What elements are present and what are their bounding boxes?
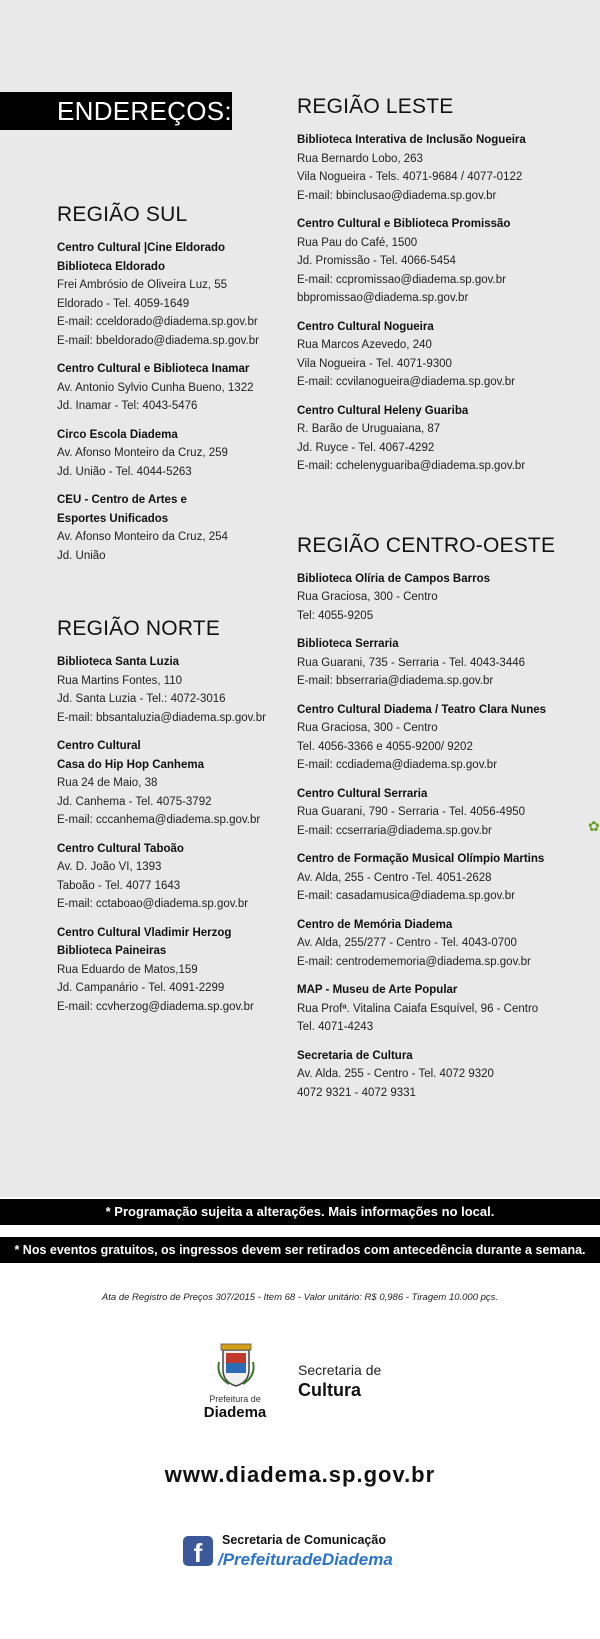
entry-title: Centro Cultural Diadema / Teatro Clara Nunes [297,703,547,716]
decorative-leaf-icon: ✿ [588,818,600,834]
entry-email[interactable]: E-mail: ccdiadema@diadema.sp.gov.br [297,759,498,771]
address-entry [297,635,597,691]
logo-block [190,1342,450,1432]
entry-email[interactable]: E-mail: cceldorado@diadema.sp.gov.br [57,316,258,328]
entry-line: Rua Martins Fontes, 110 [57,674,183,687]
entry-title: Biblioteca Serraria [297,638,399,650]
address-entry [297,318,597,392]
entry-line: Av. Alda. 255 - Centro - Tel. 4072 9320 [297,1068,494,1080]
entry-line: Vila Nogueira - Tel. 4071-9300 [297,357,452,370]
entry-title: Casa do Hip Hop Canhema [57,758,204,771]
entry-title: Centro Cultural |Cine Eldorado [57,242,226,254]
entry-title: Centro Cultural Taboão [57,842,184,855]
entry-line: Jd. Promissão - Tel. 4066-5454 [297,255,456,267]
address-entry [57,491,317,565]
entry-line: Tel: 4055-9205 [297,609,374,622]
entry-email[interactable]: E-mail: ccvherzog@diadema.sp.gov.br [57,1000,254,1013]
address-entry [297,131,597,205]
secretaria-comunicacao-label: Secretaria de Comunicação [222,1533,386,1547]
address-entry [297,215,597,308]
entry-line: Jd. União [57,549,106,562]
entry-title: Esportes Unificados [57,512,169,525]
region-heading: REGIÃO CENTRO-OESTE [297,533,556,557]
secretaria-label: Secretaria de [298,1362,382,1378]
entry-title: Biblioteca Santa Luzia [57,656,180,668]
address-entry [57,737,317,830]
address-entry [57,840,317,914]
entry-line: Eldorado - Tel. 4059-1649 [57,297,190,310]
entry-email[interactable]: E-mail: ccvilanogueira@diadema.sp.gov.br [297,376,515,388]
diadema-label: Diadema [203,1404,267,1421]
entry-line: Rua Graciosa, 300 - Centro [297,722,438,734]
entry-email[interactable]: E-mail: casadamusica@diadema.sp.gov.br [297,890,515,902]
entry-title: Biblioteca Olíria de Campos Barros [297,572,491,585]
entry-title: Centro Cultural Vladimir Herzog [57,926,232,939]
entry-email[interactable]: E-mail: ccpromissao@diadema.sp.gov.br [297,273,506,286]
entry-line: Av. D. João VI, 1393 [57,861,162,873]
address-entry [297,570,597,626]
entry-line: Rua Pau do Café, 1500 [297,236,418,249]
address-entry [57,360,317,416]
diadema-crest-icon [215,1342,257,1388]
entry-title: Centro de Formação Musical Olímpio Martins [297,853,545,865]
entry-title: Centro de Memória Diadema [297,918,453,931]
left-column [57,203,317,1016]
entry-email[interactable]: E-mail: bbsantaluzia@diadema.sp.gov.br [57,711,266,724]
address-entry [57,924,317,1017]
region-heading: REGIÃO NORTE [57,617,221,640]
entry-line: Rua 24 de Maio, 38 [57,777,158,789]
entry-line: Av. Afonso Monteiro da Cruz, 254 [57,531,228,543]
address-entry [297,916,597,972]
entry-email[interactable]: E-mail: bbinclusao@diadema.sp.gov.br [297,189,497,202]
entry-line: Taboão - Tel. 4077 1643 [57,879,181,892]
entry-line: Jd. União - Tel. 4044-5263 [57,465,192,478]
entry-title: MAP - Museu de Arte Popular [297,984,458,996]
entry-line: Jd. Santa Luzia - Tel.: 4072-3016 [57,693,226,705]
entry-email[interactable]: E-mail: cchelenyguariba@diadema.sp.gov.br [297,460,526,472]
address-entry [57,653,317,727]
facebook-handle-link[interactable]: /PrefeituradeDiadema [218,1550,393,1569]
enderecos-heading: ENDEREÇOS: [0,92,232,130]
entry-title: Secretaria de Cultura [297,1049,413,1062]
entry-line: Rua Marcos Azevedo, 240 [297,339,432,351]
entry-title: Biblioteca Eldorado [57,260,165,273]
entry-email[interactable]: bbpromissao@diadema.sp.gov.br [297,292,469,304]
entry-email[interactable]: E-mail: centrodememoria@diadema.sp.gov.br [297,955,531,968]
address-entry [57,239,317,350]
entry-line: Rua Bernardo Lobo, 263 [297,152,423,165]
website-link[interactable]: www.diadema.sp.gov.br [164,1462,436,1487]
address-entry [297,402,597,476]
cultura-label: Cultura [298,1380,361,1400]
entry-email[interactable]: E-mail: bbeldorado@diadema.sp.gov.br [57,334,259,347]
entry-line: Jd. Inamar - Tel: 4043-5476 [57,400,198,412]
entry-line: Rua Eduardo de Matos,159 [57,963,198,976]
entry-title: Centro Cultural e Biblioteca Inamar [57,363,250,375]
ata-registro-text: Ata de Registro de Preços 307/2015 - Item 68 - Valor unitário: R$ 0,986 - Tiragem 10.000 pçs. [101,1292,499,1303]
address-entry [297,850,597,906]
entry-title: Centro Cultural Serraria [297,787,428,800]
right-column [297,95,597,1102]
entry-line: Rua Graciosa, 300 - Centro [297,591,438,603]
entry-line: Tel. 4056-3366 e 4055-9200/ 9202 [297,740,473,753]
entry-title: CEU - Centro de Artes e [57,494,187,506]
address-entry [297,1047,597,1103]
region-heading: REGIÃO LESTE [297,95,454,118]
prefeitura-label: Prefeitura de [209,1394,261,1404]
entry-line: Vila Nogueira - Tels. 4071-9684 / 4077-0122 [297,171,523,183]
facebook-icon[interactable]: f [183,1536,213,1566]
entry-line: Av. Antonio Sylvio Cunha Bueno, 1322 [57,381,254,394]
notice-bar-2: * Nos eventos gratuitos, os ingressos devem ser retirados com antecedência durante a semana. [0,1237,600,1263]
entry-line: Av. Afonso Monteiro da Cruz, 259 [57,447,228,459]
entry-title: Biblioteca Interativa de Inclusão Nogueira [297,134,526,146]
entry-line: 4072 9321 - 4072 9331 [297,1086,416,1099]
entry-title: Biblioteca Paineiras [57,945,167,957]
entry-line: Jd. Ruyce - Tel. 4067-4292 [297,441,435,454]
entry-title: Centro Cultural e Biblioteca Promissão [297,218,511,230]
entry-line: Jd. Canhema - Tel. 4075-3792 [57,795,212,808]
entry-title: Circo Escola Diadema [57,428,178,441]
entry-line: R. Barão de Uruguaiana, 87 [297,423,441,435]
entry-line: Jd. Campanário - Tel. 4091-2299 [57,982,225,994]
entry-line: Tel. 4071-4243 [297,1021,374,1033]
entry-email[interactable]: E-mail: cccanhema@diadema.sp.gov.br [57,814,261,826]
entry-title: Centro Cultural Nogueira [297,320,434,333]
entry-email[interactable]: E-mail: cctaboao@diadema.sp.gov.br [57,898,249,910]
entry-email[interactable]: E-mail: bbserraria@diadema.sp.gov.br [297,675,494,687]
address-entry [297,785,597,841]
region-heading: REGIÃO SUL [57,203,188,226]
entry-email[interactable]: E-mail: ccserraria@diadema.sp.gov.br [297,824,492,837]
entry-line: Rua Profª. Vitalina Caiafa Esquível, 96 - Centro [297,1002,539,1015]
address-entry [57,426,317,482]
address-entry [297,981,597,1037]
address-entry [297,701,597,775]
entry-line: Rua Guarani, 735 - Serraria - Tel. 4043-3446 [297,656,526,669]
notice-bar-1: * Programação sujeita a alterações. Mais informações no local. [0,1199,600,1225]
entry-title: Centro Cultural Heleny Guariba [297,404,469,417]
entry-line: Av. Alda, 255/277 - Centro - Tel. 4043-0700 [297,937,517,949]
entry-line: Av. Alda, 255 - Centro -Tel. 4051-2628 [297,871,492,884]
entry-line: Rua Guarani, 790 - Serraria - Tel. 4056-4950 [297,806,526,818]
entry-title: Centro Cultural [57,740,141,752]
entry-line: Frei Ambrósio de Oliveira Luz, 55 [57,279,228,291]
